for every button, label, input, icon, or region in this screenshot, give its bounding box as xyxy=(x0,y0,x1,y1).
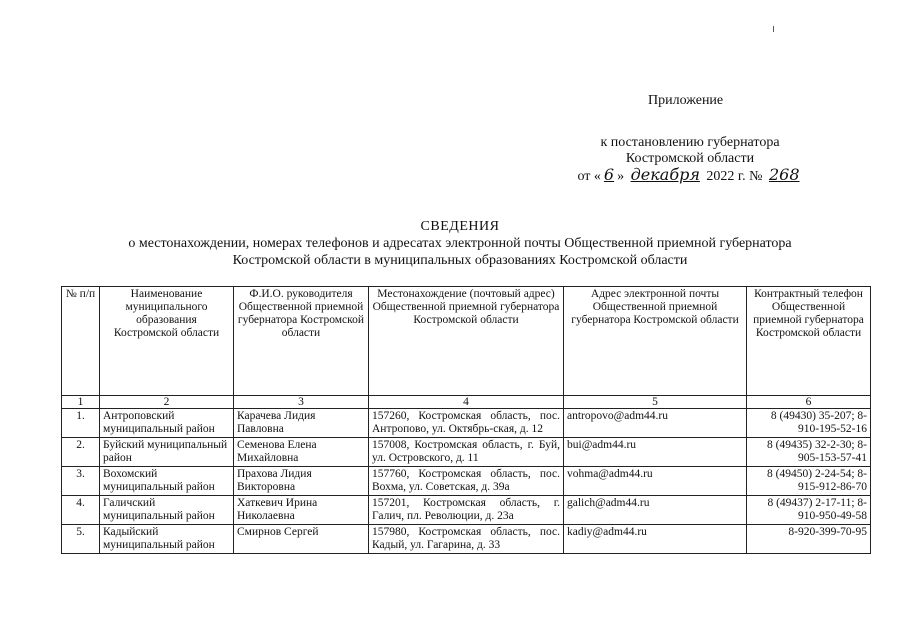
decree-number-handwritten: 268 xyxy=(768,165,800,184)
header-cell-number: № п/п xyxy=(62,287,100,396)
row-number: 1. xyxy=(62,409,100,438)
decree-reference xyxy=(560,135,820,185)
table-row xyxy=(62,409,871,438)
postal-address: 157760, Костромская область, пос. Вохма, ул. Советская, д. 39а xyxy=(369,467,564,496)
document-title-block xyxy=(60,218,860,269)
postal-address: 157201, Костромская область, г. Галич, пл. Революции, д. 23а xyxy=(369,496,564,525)
contact-phone: 8-920-399-70-95 xyxy=(747,525,871,554)
table-row xyxy=(62,525,871,554)
reception-head-name: Карачева Лидия Павловна xyxy=(234,409,369,438)
column-number: 4 xyxy=(369,396,564,409)
reception-head-name: Хаткевич Ирина Николаевна xyxy=(234,496,369,525)
email-address: antropovo@adm44.ru xyxy=(564,409,747,438)
row-number: 3. xyxy=(62,467,100,496)
decree-date-line xyxy=(560,167,820,185)
municipality-name: Кадыйский муниципальный район xyxy=(100,525,234,554)
column-number: 6 xyxy=(747,396,871,409)
row-number: 5. xyxy=(62,525,100,554)
column-number: 2 xyxy=(100,396,234,409)
date-month-handwritten: декабря xyxy=(630,165,700,184)
reception-head-name: Прахова Лидия Викторовна xyxy=(234,467,369,496)
email-address: kadiy@adm44.ru xyxy=(564,525,747,554)
municipality-name: Буйский муниципальный район xyxy=(100,438,234,467)
header-cell-municipality: Наименование муниципального образования Костромской области xyxy=(100,287,234,396)
column-number: 5 xyxy=(564,396,747,409)
contact-phone: 8 (49450) 2-24-54; 8-915-912-86-70 xyxy=(747,467,871,496)
header-cell-phone: Контрактный телефон Общественной приемной губернатора Костромской области xyxy=(747,287,871,396)
municipality-name: Вохомский муниципальный район xyxy=(100,467,234,496)
decree-line-1: к постановлению губернатора xyxy=(600,135,780,150)
header-cell-address: Местонахождение (почтовый адрес) Общественной приемной губернатора Костромской области xyxy=(369,287,564,396)
email-address: bui@adm44.ru xyxy=(564,438,747,467)
column-number: 1 xyxy=(62,396,100,409)
document-title: СВЕДЕНИЯ xyxy=(420,219,500,234)
municipality-name: Антроповский муниципальный район xyxy=(100,409,234,438)
municipality-name: Галичский муниципальный район xyxy=(100,496,234,525)
appendix-label: Приложение xyxy=(648,93,724,108)
document-subtitle-line-2: Костромской области в муниципальных образованиях Костромской области xyxy=(232,253,688,268)
row-number: 4. xyxy=(62,496,100,525)
contact-phone: 8 (49430) 35-207; 8-910-195-52-16 xyxy=(747,409,871,438)
date-prefix: от « xyxy=(577,169,601,184)
header-cell-head-name: Ф.И.О. руководителя Общественной приемной губернатора Костромской области xyxy=(234,287,369,396)
postal-address: 157980, Костромская область, пос. Кадый, ул. Гагарина, д. 33 xyxy=(369,525,564,554)
reception-head-name: Семенова Елена Михайловна xyxy=(234,438,369,467)
stray-scan-mark xyxy=(773,26,774,32)
row-number: 2. xyxy=(62,438,100,467)
date-mid: » xyxy=(617,169,625,184)
reception-head-name: Смирнов Сергей xyxy=(234,525,369,554)
contact-phone: 8 (49437) 2-17-11; 8-910-950-49-58 xyxy=(747,496,871,525)
column-number: 3 xyxy=(234,396,369,409)
column-number-row xyxy=(62,396,871,409)
table-row xyxy=(62,496,871,525)
postal-address: 157260, Костромская область, пос. Антропово, ул. Октябрь-ская, д. 12 xyxy=(369,409,564,438)
header-cell-email: Адрес электронной почты Общественной приемной губернатора Костромской области xyxy=(564,287,747,396)
email-address: galich@adm44.ru xyxy=(564,496,747,525)
date-year: 2022 г. № xyxy=(706,169,763,184)
date-day-handwritten: 6 xyxy=(603,165,615,184)
contact-phone: 8 (49435) 32-2-30; 8-905-153-57-41 xyxy=(747,438,871,467)
email-address: vohma@adm44.ru xyxy=(564,467,747,496)
table-header-row xyxy=(62,287,871,396)
table-row xyxy=(62,438,871,467)
table-row xyxy=(62,467,871,496)
postal-address: 157008, Костромская область, г. Буй, ул. Островского, д. 11 xyxy=(369,438,564,467)
reception-offices-table xyxy=(61,286,871,554)
decree-line-2: Костромской области xyxy=(625,151,755,166)
document-subtitle-line-1: о местонахождении, номерах телефонов и адресатах электронной почты Общественной приемной губернатора xyxy=(128,236,792,251)
